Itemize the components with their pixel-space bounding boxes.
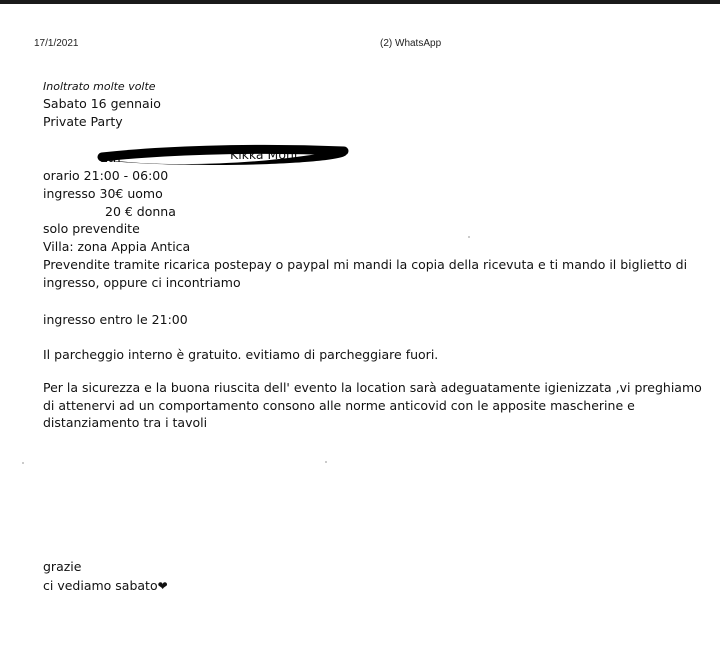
scan-speck [22,462,24,464]
scan-speck [325,461,327,463]
event-date: Sabato 16 gennaio [43,96,161,111]
top-border [0,0,720,4]
villa-location: Villa: zona Appia Antica [43,239,191,254]
page-title: (2) WhatsApp [380,38,442,49]
heart-icon: ❤ [157,579,168,593]
scan-speck [468,236,470,238]
print-date: 17/1/2021 [34,38,79,49]
presale-only: solo prevendite [43,221,140,236]
thanks-line: grazie [43,559,82,574]
redaction-scribble [96,143,350,169]
event-hours: orario 21:00 - 06:00 [43,168,169,183]
see-you-text: ci vediamo sabato [43,578,158,593]
redacted-text-2: Kikka Moni [230,147,298,162]
event-title: Private Party [43,114,123,129]
presale-info: Prevendite tramite ricarica postepay o paypal mi mandi la copia della ricevuta e ti mando il biglietto di ingresso, oppure ci incontriamo [43,257,688,290]
safety-info: Per la sicurezza e la buona riuscita dell' evento la location sarà adeguatamente igienizzata ,vi preghiamo di attenervi ad un comportamento consono alle norme anticovid con le apposite mascherine e distanziamento tra i tavoli [43,380,702,430]
entry-price-men: ingresso 30€ uomo [43,186,163,201]
forwarded-label: Inoltrato molte volte [43,80,156,93]
entry-deadline: ingresso entro le 21:00 [43,312,188,327]
parking-info: Il parcheggio interno è gratuito. evitiamo di parcheggiare fuori. [43,347,439,362]
redacted-text: Eth [100,150,121,165]
entry-price-women: 20 € donna [105,204,176,219]
see-you-line [43,577,168,596]
